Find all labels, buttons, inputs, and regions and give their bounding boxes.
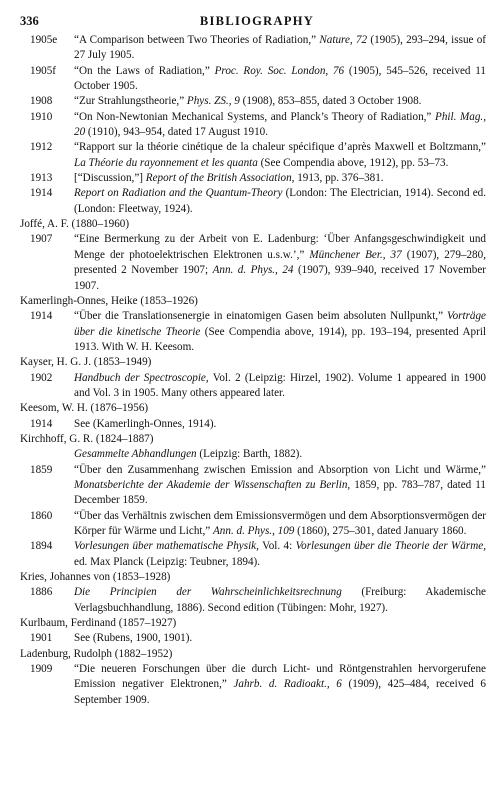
author-heading: Kirchhoff, G. R. (1824–1887) xyxy=(20,432,154,445)
bibliography-entry xyxy=(20,463,486,509)
entry-text: Gesammelte Abhandlungen (Leipzig: Barth, 1882). xyxy=(74,448,303,461)
author-heading: Kayser, H. G. J. (1853–1949) xyxy=(20,356,152,369)
author-heading: Kurlbaum, Ferdinand (1857–1927) xyxy=(20,617,177,630)
entry-year: 1914 xyxy=(30,310,53,323)
bibliography-content xyxy=(20,33,486,708)
author-heading: Joffé, A. F. (1880–1960) xyxy=(20,218,130,231)
entry-year: 1859 xyxy=(30,463,53,476)
entry-text: “Über die Translationsenergie in einatomigen Gasen beim absoluten Nullpunkt,” Vorträge über die kinetische Theorie (See Compendia above, 1914), pp. 193–194, presented April 1913. With W. H. Keesom. xyxy=(74,310,487,353)
entry-year: 1902 xyxy=(30,371,53,384)
entry-text: Vorlesungen über mathematische Physik, Vol. 4: Vorlesungen über die Theorie der Wärme, ed. Max Planck (Leipzig: Teubner, 1894). xyxy=(74,540,486,568)
entry-text: Report on Radiation and the Quantum-Theory (London: The Electrician, 1914). Second ed. (London: Fleetway, 1924). xyxy=(74,187,487,215)
entry-text: Die Principien der Wahrscheinlichkeitsrechnung (Freiburg: Akademische Verlagsbuchhandlung, 1886). Second edition (Tübingen: Mohr, 1927). xyxy=(74,586,486,614)
entry-year: 1910 xyxy=(30,110,53,123)
bibliography-entry xyxy=(20,417,486,432)
entry-text: “A Comparison between Two Theories of Radiation,” Nature, 72 (1905), 293–294, issue of 27 July 1905. xyxy=(74,34,487,62)
bibliography-entry xyxy=(20,64,486,95)
entry-year: 1914 xyxy=(30,187,53,200)
bibliography-entry xyxy=(20,171,486,186)
entry-text: See (Rubens, 1900, 1901). xyxy=(74,632,193,645)
entry-text: “Eine Bermerkung zu der Arbeit von E. Ladenburg: ‘Über Anfangsgeschwindigkeit und Menge der photoelektrischen Elektronen u.s.w.’,” Münchener Ber., 37 (1907), 279–280, presented 2 November 1907; Ann. d. Phys., 24 (1907), 939–940, received 17 November 1907. xyxy=(74,233,487,292)
entry-text: “Zur Strahlungstheorie,” Phys. ZS., 9 (1908), 853–855, dated 3 October 1908. xyxy=(74,95,422,108)
entry-year: 1909 xyxy=(30,663,53,676)
entry-text: Handbuch der Spectroscopie, Vol. 2 (Leipzig: Hirzel, 1902). Volume 1 appeared in 1900 and Vol. 3 in 1905. Many others appeared later. xyxy=(74,371,486,399)
entry-text: “On Non-Newtonian Mechanical Systems, and Planck’s Theory of Radiation,” Phil. Mag., 20 (1910), 943–954, dated 17 August 1910. xyxy=(74,110,486,139)
entry-text: [“Discussion,”] Report of the British Association, 1913, pp. 376–381. xyxy=(74,172,384,185)
bibliography-entry xyxy=(20,186,486,217)
bibliography-entry xyxy=(20,140,486,171)
bibliography-entry xyxy=(20,94,486,109)
entry-year: 1860 xyxy=(30,509,53,522)
bibliography-entry xyxy=(20,447,486,462)
author-heading: Kamerlingh-Onnes, Heike (1853–1926) xyxy=(20,294,198,307)
page-header xyxy=(20,14,486,29)
author-heading: Ladenburg, Rudolph (1882–1952) xyxy=(20,647,173,660)
entry-year: 1908 xyxy=(30,95,53,108)
entry-text: “Über den Zusammenhang zwischen Emission and Absorption von Licht und Wärme,” Monatsberichte der Akademie der Wissenschaften zu Berlin, 1859, pp. 783–787, dated 11 December 1859. xyxy=(74,463,486,507)
entry-year: 1886 xyxy=(30,586,53,599)
entry-text: See (Kamerlingh-Onnes, 1914). xyxy=(74,417,217,430)
entry-year: 1901 xyxy=(30,632,53,645)
entry-text: “On the Laws of Radiation,” Proc. Roy. Soc. London, 76 (1905), 545–526, received 11 October 1905. xyxy=(74,64,487,93)
bibliography-entry xyxy=(20,509,486,540)
entry-year: 1913 xyxy=(30,172,53,185)
bibliography-entry xyxy=(20,539,486,570)
author-heading: Keesom, W. H. (1876–1956) xyxy=(20,402,149,415)
page-number: 336 xyxy=(20,14,39,28)
entry-text: “Die neueren Forschungen über die durch Licht- und Röntgenstrahlen hervorgerufene Emission negativer Elektronen,” Jahrb. d. Radioakt., 6 (1909), 425–484, received 6 September 1909. xyxy=(74,663,486,706)
entry-year: 1912 xyxy=(30,141,53,154)
bibliography-entry xyxy=(20,371,486,402)
entry-year: 1914 xyxy=(30,417,53,430)
entry-year: 1907 xyxy=(30,233,53,246)
bibliography-entry xyxy=(20,33,486,64)
bibliography-entry xyxy=(20,110,486,141)
entry-text: “Über das Verhältnis zwischen dem Emissionsvermögen und dem Absorptionsvermögen der Körper für Wärme und Licht,” Ann. d. Phys., 109 (1860), 275–301, dated January 1860. xyxy=(74,509,486,537)
bibliography-entry xyxy=(20,585,486,616)
entry-year: 1905e xyxy=(30,34,58,46)
bibliography-entry xyxy=(20,662,486,708)
bibliography-entry xyxy=(20,631,486,646)
entry-year: 1905f xyxy=(30,64,56,77)
running-head: BIBLIOGRAPHY xyxy=(199,14,315,28)
author-heading: Kries, Johannes von (1853–1928) xyxy=(20,571,171,584)
entry-year: 1894 xyxy=(30,540,53,553)
entry-text: “Rapport sur la théorie cinétique de la chaleur spécifique d’après Maxwell et Boltzmann,” La Théorie du rayonnement et les quanta (See Compendia above, 1912), pp. 53–73. xyxy=(74,141,486,169)
bibliography-entry xyxy=(20,232,486,293)
bibliography-entry xyxy=(20,309,486,355)
